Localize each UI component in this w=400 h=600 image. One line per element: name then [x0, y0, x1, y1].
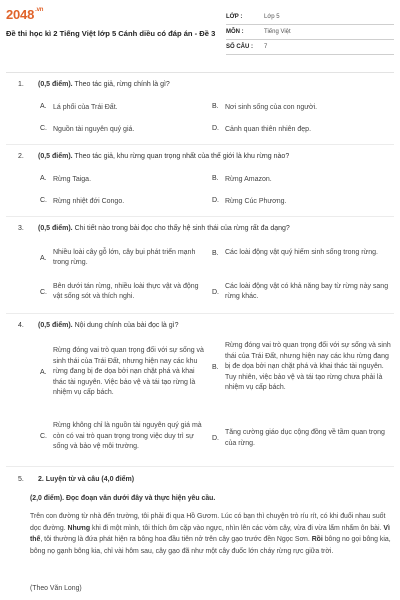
passage-run: , tôi thường là đứa phát hiện ra bông hoa đầu tiên nở trên cây gạo trước đền Ngọc Sơn. [40, 536, 312, 543]
q2-option-d[interactable]: D. Rừng Cúc Phương. [212, 197, 287, 205]
q3-option-b[interactable]: B. Các loài động vật quý hiếm sinh sống trong rừng. [212, 249, 378, 257]
header [0, 0, 400, 64]
passage-run: Trên con đường từ nhà đến trường, tôi phải đi qua Hồ Gươm. Lúc có bạn thì chuyện trò ríu rít, có khi đuổi nhau suốt dọc đường. [30, 513, 386, 532]
passage-connector-word: Nhưng [67, 524, 91, 532]
meta-row-question-count: SỐ CÂU : 7 [226, 40, 394, 55]
question-divider [6, 313, 394, 314]
question-divider [6, 216, 394, 217]
q1-option-c[interactable]: C. Nguồn tài nguyên quý giá. [40, 125, 135, 133]
q4-option-d[interactable]: D. Tăng cường giáo dục cộng đồng về tầm quan trọng của rừng. [212, 429, 385, 447]
question-divider [6, 144, 394, 145]
meta-row-class: LỚP : Lớp 5 [226, 10, 394, 25]
q2-option-b[interactable]: B. Rừng Amazon. [212, 175, 272, 183]
passage-run: bông no gọi bông kia, bông nọ gạnh bông kia, chỉ vài hôm sau, cây gạo đã như một cây đuốc lớn cháy rừng rực giữa trời. [30, 536, 391, 555]
passage-connector-word: Vì thế [30, 524, 390, 543]
q3-option-a[interactable]: A. Nhiều loài cây gỗ lớn, cây bụi phát triển mạnh trong rừng. [40, 249, 196, 266]
passage-source: (Theo Văn Long) [30, 585, 82, 592]
question-5: 5. 2. Luyện từ và câu (4,0 điểm) [18, 476, 135, 483]
q4-option-b[interactable]: B. Rừng đóng vai trò quan trọng đối với sự sống và sinh thái của Trái Đất, nhưng hiện nay các khu rừng đang bị đe dọa bởi nạn chặt phá và khai thác tài nguyên. Tuy nhiên, việc bảo vệ và tái tạo rừng chưa phải là nhiệm vụ cấp bách. [212, 342, 391, 392]
q1-option-a[interactable]: A. Lá phổi của Trái Đất. [40, 103, 118, 111]
question-2: 2. (0,5 điểm). Theo tác giả, khu rừng quan trọng nhất của thế giới là khu rừng nào? [18, 153, 290, 160]
q1-option-b[interactable]: B. Nơi sinh sống của con người. [212, 103, 318, 111]
q1-option-d[interactable]: D. Cảnh quan thiên nhiên đẹp. [212, 125, 312, 133]
question-3: 3. (0,5 điểm). Chi tiết nào trong bài đọc cho thấy hệ sinh thái của rừng rất đa dạng? [18, 225, 290, 232]
q2-option-a[interactable]: A. Rừng Taiga. [40, 175, 92, 183]
q4-option-a[interactable]: A. Rừng đóng vai trò quan trọng đối với sự sống và sinh thái của Trái Đất, nhưng hiện nay các khu rừng đang bị đe dọa bởi nạn chặt phá và khai thác tài nguyên. Việc bảo vệ và tái tạo rừng là nhiệm vụ cấp bách. [40, 347, 204, 397]
question-4: 4. (0,5 điểm). Nội dung chính của bài đọc là gì? [18, 322, 179, 329]
page-title: Đề thi học kì 2 Tiếng Việt lớp 5 Cánh diều có đáp án - Đề 3 [6, 29, 216, 38]
meta-row-subject: MÔN : Tiếng Việt [226, 25, 394, 40]
reading-passage [30, 511, 394, 557]
section-instruction: (2,0 điểm). Đọc đoạn văn dưới đây và thực hiện yêu cầu. [30, 495, 216, 502]
q4-option-c[interactable]: C. Rừng không chỉ là nguồn tài nguyên quý giá mà còn có vai trò quan trọng trong việc duy trì sự sống và bảo vệ môi trường. [40, 422, 202, 451]
question-divider [6, 466, 394, 467]
header-divider [6, 72, 394, 73]
passage-run: khi đi một mình, tôi thích ôm cặp vào ngực, nhìn lên các vòm cây, vừa đi vừa lẩm nhẩm ôn bài. [90, 524, 384, 532]
exam-meta-table [226, 10, 394, 55]
site-logo[interactable]: $2048^{.vn}$ [6, 7, 44, 22]
q3-option-c[interactable]: C. Bên dưới tán rừng, nhiều loài thực vật và động vật sống sót và thích nghi. [40, 283, 199, 300]
q3-option-d[interactable]: D. Các loài động vật có khả năng bay từ rừng này sang rừng khác. [212, 283, 389, 300]
question-1: 1. (0,5 điểm). Theo tác giả, rừng chính là gì? [18, 81, 170, 88]
passage-connector-word: Rồi [311, 536, 323, 543]
q2-option-c[interactable]: C. Rừng nhiệt đới Congo. [40, 197, 125, 205]
